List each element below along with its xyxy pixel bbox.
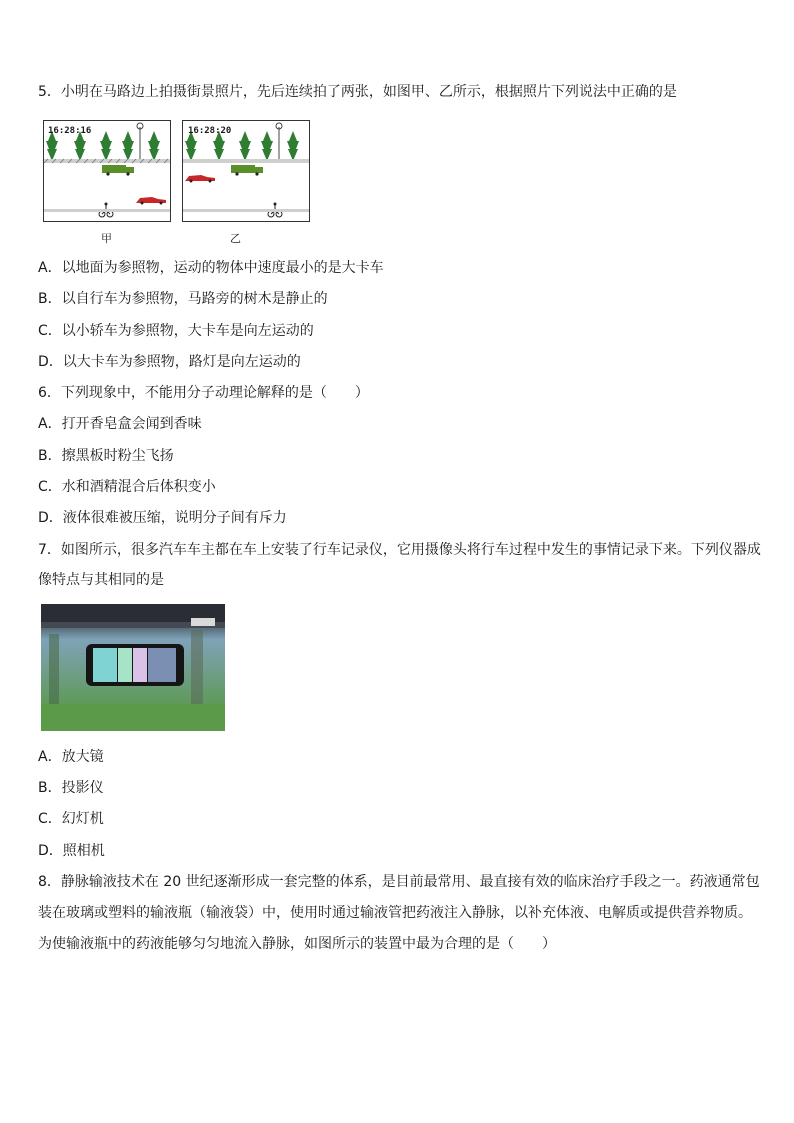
dashcam-photo — [41, 604, 225, 731]
q8-line3: 为使输液瓶中的药液能够匀匀地流入静脉，如图所示的装置中最为合理的是（ ） — [38, 936, 556, 952]
q7-option-b: B．投影仪 — [38, 780, 104, 796]
q5-option-d: D．以大卡车为参照物，路灯是向左运动的 — [38, 354, 301, 370]
q6-option-a: A．打开香皂盒会闻到香味 — [38, 416, 202, 432]
street-scene-b-illustration — [183, 121, 309, 221]
q7-option-c: C．幻灯机 — [38, 811, 104, 827]
q8-line1: 8．静脉输液技术在 20 世纪逐渐形成一套完整的体系，是目前最常用、最直接有效的临床治疗手段之一。药液通常包 — [38, 874, 760, 890]
q6-option-b: B．擦黑板时粉尘飞扬 — [38, 448, 174, 464]
fig-a-timestamp: 16:28:16 — [48, 126, 92, 136]
fig-a-caption: 甲 — [101, 232, 112, 245]
q5-option-c: C．以小轿车为参照物，大卡车是向左运动的 — [38, 323, 314, 339]
q5-stem: 5．小明在马路边上拍摄街景照片，先后连续拍了两张，如图甲、乙所示，根据照片下列说法中正确的是 — [38, 84, 677, 100]
q5-option-a: A．以地面为参照物，运动的物体中速度最小的是大卡车 — [38, 260, 384, 276]
q6-option-c: C．水和酒精混合后体积变小 — [38, 479, 216, 495]
q7-option-d: D．照相机 — [38, 843, 105, 859]
dashcam-illustration — [41, 604, 225, 731]
q6-option-d: D．液体很难被压缩，说明分子间有斥力 — [38, 510, 287, 526]
q8-line2: 装在玻璃或塑料的输液瓶（输液袋）中，使用时通过输液管把药液注入静脉，以补充体液、电解质或提供营养物质。 — [38, 905, 752, 921]
q6-stem: 6．下列现象中，不能用分子动理论解释的是（ ） — [38, 385, 369, 401]
street-scene-a-illustration — [44, 121, 170, 221]
q7-stem-line2: 像特点与其相同的是 — [38, 572, 164, 588]
q5-option-b: B．以自行车为参照物，马路旁的树木是静止的 — [38, 291, 328, 307]
fig-b-timestamp: 16:28:20 — [188, 126, 232, 136]
q7-stem-line1: 7．如图所示，很多汽车车主都在车上安装了行车记录仪，它用摄像头将行车过程中发生的事情记录下来。下列仪器成 — [38, 542, 761, 558]
fig-b-caption: 乙 — [230, 232, 241, 245]
q7-option-a: A．放大镜 — [38, 749, 104, 765]
